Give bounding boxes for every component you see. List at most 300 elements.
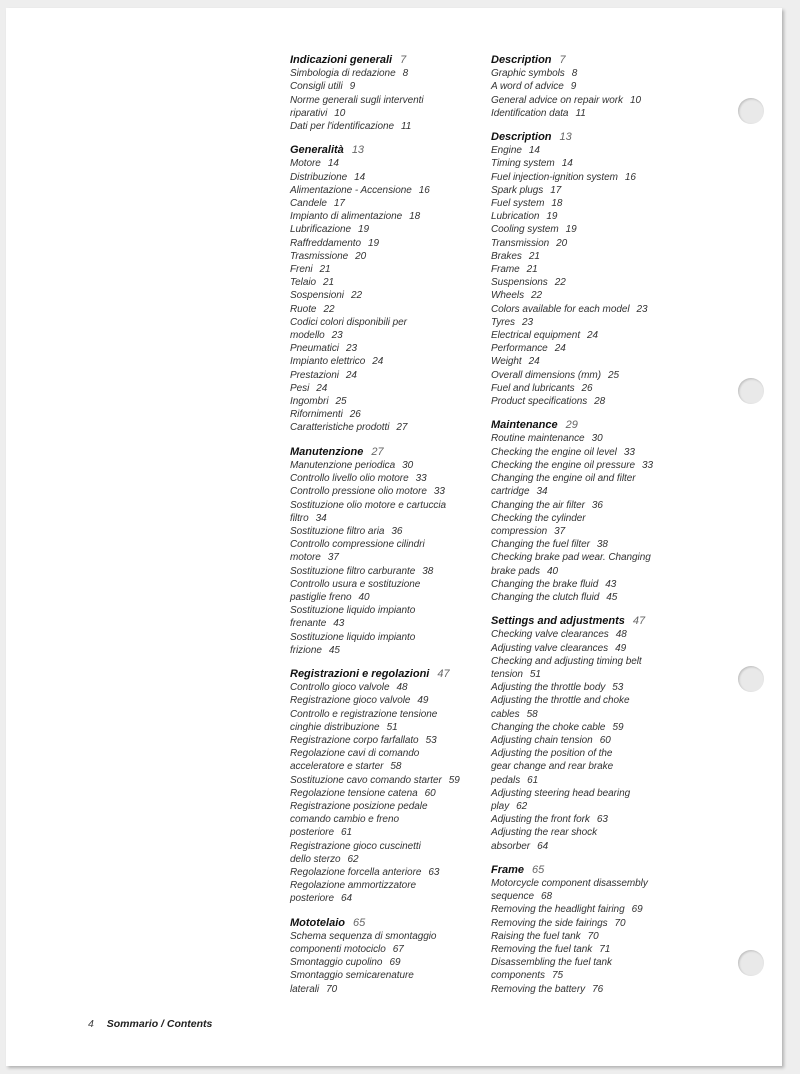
toc-entry-page-number: 28 bbox=[594, 396, 606, 408]
toc-entry-text: Adjusting steering head bearing bbox=[491, 787, 631, 799]
toc-entry-page-number: 71 bbox=[599, 944, 611, 955]
toc-entry-text: Regolazione tensione catena bbox=[290, 787, 418, 799]
toc-entry bbox=[491, 813, 701, 826]
toc-entry-text: brake pads bbox=[491, 565, 540, 577]
document-page bbox=[6, 8, 782, 1066]
toc-entry bbox=[491, 890, 701, 903]
toc-entry-text: Controllo gioco valvole bbox=[290, 682, 390, 694]
toc-entry bbox=[491, 917, 701, 930]
section-title bbox=[491, 864, 701, 877]
toc-entry-text: Weight bbox=[491, 356, 522, 368]
toc-entry bbox=[290, 708, 488, 721]
toc-entry bbox=[491, 642, 701, 655]
toc-entry bbox=[290, 892, 488, 905]
toc-entry bbox=[290, 512, 488, 525]
toc-entry bbox=[491, 760, 701, 773]
toc-entry-page-number: 14 bbox=[528, 145, 540, 157]
toc-entry-text: riparativi bbox=[290, 107, 328, 119]
toc-entry-text: pedals bbox=[491, 774, 521, 786]
toc-entry bbox=[290, 223, 488, 236]
toc-entry bbox=[290, 853, 488, 866]
toc-entry-page-number: 70 bbox=[587, 930, 599, 942]
toc-entry-text: Frame bbox=[491, 264, 520, 276]
toc-entry-page-number: 24 bbox=[554, 343, 566, 355]
toc-entry bbox=[290, 316, 488, 329]
toc-entry-text: Caratteristiche prodotti bbox=[290, 422, 390, 434]
toc-entry bbox=[491, 329, 701, 342]
toc-entry-page-number: 30 bbox=[402, 459, 414, 471]
toc-entry-text: Registrazione corpo farfallato bbox=[290, 734, 419, 746]
toc-entry-page-number: 26 bbox=[349, 409, 361, 421]
toc-entry bbox=[491, 289, 701, 302]
toc-entry-text: laterali bbox=[290, 983, 320, 995]
toc-entry-text: componenti motociclo bbox=[290, 944, 386, 955]
toc-entry-text: Engine bbox=[491, 145, 522, 157]
toc-entry bbox=[491, 369, 701, 382]
toc-entry-text: Overall dimensions (mm) bbox=[491, 369, 601, 381]
toc-entry bbox=[290, 578, 488, 591]
toc-entry bbox=[290, 734, 488, 747]
toc-entry-page-number: 63 bbox=[596, 814, 608, 826]
toc-entry bbox=[491, 512, 701, 525]
section-title-text: Description bbox=[491, 54, 552, 66]
toc-entry bbox=[491, 303, 701, 316]
toc-entry-page-number: 58 bbox=[526, 708, 538, 720]
toc-entry-text: Sospensioni bbox=[290, 290, 344, 302]
toc-entry-text: Removing the battery bbox=[491, 983, 586, 995]
toc-entry-page-number: 53 bbox=[425, 734, 437, 746]
toc-entry-page-number: 18 bbox=[409, 211, 421, 223]
toc-entry-text: Smontaggio cupolino bbox=[290, 957, 383, 969]
section-page-number: 13 bbox=[351, 144, 365, 157]
toc-entry-text: Alimentazione - Accensione bbox=[290, 184, 412, 196]
toc-entry-page-number: 48 bbox=[396, 682, 408, 694]
toc-entry bbox=[491, 382, 701, 395]
toc-entry-page-number: 33 bbox=[415, 473, 427, 485]
toc-entry-text: Lubrificazione bbox=[290, 224, 352, 236]
toc-entry-text: Brakes bbox=[491, 250, 522, 262]
binder-hole bbox=[738, 666, 764, 692]
toc-entry-text: Changing the clutch fluid bbox=[491, 591, 600, 603]
toc-entry bbox=[491, 840, 701, 853]
toc-entry-page-number: 11 bbox=[401, 121, 412, 133]
toc-entry bbox=[290, 67, 488, 80]
toc-entry-page-number: 60 bbox=[599, 734, 611, 746]
toc-entry-text: Graphic symbols bbox=[491, 68, 565, 80]
footer-title: Sommario / Contents bbox=[106, 1018, 213, 1030]
toc-entry-page-number: 61 bbox=[527, 774, 539, 786]
toc-entry bbox=[491, 903, 701, 916]
toc-entry-text: Cooling system bbox=[491, 224, 559, 236]
toc-entry-page-number: 19 bbox=[368, 237, 380, 249]
toc-entry bbox=[491, 525, 701, 538]
toc-entry bbox=[491, 655, 701, 668]
toc-entry-text: Rifornimenti bbox=[290, 409, 343, 421]
toc-entry bbox=[290, 120, 488, 133]
toc-entry bbox=[290, 355, 488, 368]
toc-entry-text: Adjusting the front fork bbox=[491, 814, 590, 826]
toc-entry bbox=[491, 67, 701, 80]
toc-entry bbox=[491, 943, 701, 956]
toc-entry bbox=[290, 342, 488, 355]
toc-entry bbox=[491, 969, 701, 982]
section-title bbox=[290, 917, 488, 930]
toc-entry-page-number: 14 bbox=[327, 158, 339, 170]
toc-entry-text: frizione bbox=[290, 644, 322, 656]
toc-entry bbox=[290, 421, 488, 434]
section-title bbox=[290, 446, 488, 459]
toc-entry-page-number: 68 bbox=[540, 891, 553, 903]
toc-entry-text: Norme generali sugli interventi bbox=[290, 94, 424, 106]
toc-entry-page-number: 24 bbox=[528, 356, 540, 368]
toc-entry bbox=[491, 551, 701, 564]
toc-entry-text: Fuel injection-ignition system bbox=[491, 171, 618, 183]
section-title bbox=[491, 54, 701, 67]
toc-entry bbox=[491, 355, 701, 368]
toc-entry-page-number: 21 bbox=[319, 264, 331, 276]
toc-entry-text: A word of advice bbox=[491, 81, 564, 93]
toc-entry-text: Impianto elettrico bbox=[290, 356, 366, 368]
toc-entry bbox=[290, 210, 488, 223]
toc-entry-text: Adjusting the rear shock bbox=[491, 827, 598, 839]
toc-entry-text: Removing the headlight fairing bbox=[491, 904, 625, 916]
toc-entry-text: Fuel system bbox=[491, 198, 545, 210]
toc-entry-page-number: 24 bbox=[316, 382, 328, 394]
toc-entry-page-number: 22 bbox=[350, 290, 362, 302]
toc-entry-page-number: 40 bbox=[546, 565, 559, 577]
toc-entry bbox=[491, 263, 701, 276]
toc-entry-text: Sostituzione liquido impianto bbox=[290, 631, 416, 643]
toc-entry bbox=[491, 459, 701, 472]
section-page-number: 29 bbox=[565, 419, 578, 432]
toc-entry bbox=[290, 237, 488, 250]
toc-entry-page-number: 67 bbox=[392, 944, 404, 955]
section-title-text: Generalità bbox=[290, 144, 344, 157]
toc-entry-text: Checking the engine oil level bbox=[491, 446, 617, 458]
toc-entry-page-number: 38 bbox=[422, 565, 434, 577]
toc-entry-text: Registrazione gioco cuscinetti bbox=[290, 840, 421, 852]
toc-entry bbox=[290, 197, 488, 210]
toc-entry-text: Regolazione forcella anteriore bbox=[290, 866, 422, 878]
toc-entry-page-number: 51 bbox=[386, 721, 398, 733]
toc-entry-text: Adjusting valve clearances bbox=[491, 642, 609, 654]
toc-entry bbox=[290, 538, 488, 551]
section-title-text: Settings and adjustments bbox=[491, 615, 625, 628]
toc-entry bbox=[290, 774, 488, 787]
toc-entry-text: Disassembling the fuel tank bbox=[491, 957, 612, 969]
toc-entry-text: Identification data bbox=[491, 107, 569, 119]
toc-entry-page-number: 60 bbox=[424, 787, 436, 799]
toc-entry bbox=[491, 747, 701, 760]
toc-entry bbox=[290, 760, 488, 773]
toc-entry bbox=[491, 446, 701, 459]
toc-entry bbox=[491, 80, 701, 93]
section-page-number: 47 bbox=[632, 615, 646, 628]
toc-entry-page-number: 9 bbox=[349, 81, 356, 93]
page-footer bbox=[88, 1018, 212, 1030]
toc-entry-text: Registrazione gioco valvole bbox=[290, 695, 411, 707]
toc-entry-page-number: 51 bbox=[529, 668, 541, 680]
toc-entry-text: sequence bbox=[491, 891, 534, 903]
section-page-number: 65 bbox=[353, 916, 366, 929]
toc-entry bbox=[290, 694, 488, 707]
toc-entry bbox=[290, 591, 488, 604]
toc-entry bbox=[290, 263, 488, 276]
toc-entry-page-number: 37 bbox=[554, 525, 566, 537]
toc-entry bbox=[290, 171, 488, 184]
toc-entry-page-number: 21 bbox=[528, 250, 540, 262]
toc-entry-text: gear change and rear brake bbox=[491, 761, 614, 773]
toc-entry bbox=[290, 303, 488, 316]
toc-entry bbox=[491, 144, 701, 157]
toc-entry-page-number: 62 bbox=[347, 853, 359, 865]
section-title bbox=[290, 668, 488, 681]
toc-entry-text: Timing system bbox=[491, 158, 555, 170]
toc-entry-text: Prestazioni bbox=[290, 369, 339, 381]
toc-entry-page-number: 43 bbox=[605, 578, 617, 590]
toc-entry bbox=[491, 681, 701, 694]
toc-entry bbox=[491, 668, 701, 681]
section-title-text: Description bbox=[491, 131, 552, 144]
toc-entry bbox=[290, 499, 488, 512]
toc-entry-page-number: 37 bbox=[327, 552, 339, 564]
toc-entry-text: Sostituzione filtro carburante bbox=[290, 565, 416, 577]
toc-section bbox=[290, 144, 488, 434]
toc-entry bbox=[290, 644, 488, 657]
section-title bbox=[491, 419, 701, 432]
toc-entry bbox=[491, 210, 701, 223]
toc-entry-page-number: 49 bbox=[417, 695, 429, 707]
toc-entry bbox=[290, 329, 488, 342]
toc-entry bbox=[290, 395, 488, 408]
toc-entry bbox=[290, 408, 488, 421]
toc-entry-page-number: 70 bbox=[614, 917, 626, 929]
toc-entry bbox=[491, 708, 701, 721]
toc-entry bbox=[491, 395, 701, 408]
section-title bbox=[290, 144, 488, 157]
toc-entry-page-number: 23 bbox=[522, 316, 534, 328]
toc-entry-page-number: 62 bbox=[516, 800, 528, 812]
toc-entry bbox=[491, 734, 701, 747]
toc-entry bbox=[491, 499, 701, 512]
toc-entry-text: Colors available for each model bbox=[491, 303, 630, 315]
toc-entry bbox=[290, 184, 488, 197]
toc-entry-text: Adjusting the throttle and choke bbox=[491, 695, 630, 707]
contents-column-italian bbox=[290, 54, 488, 1007]
toc-entry-text: Changing the brake fluid bbox=[491, 578, 599, 590]
toc-entry-text: Registrazione posizione pedale bbox=[290, 800, 428, 812]
toc-entry-page-number: 36 bbox=[591, 499, 603, 511]
toc-entry-text: Controllo livello olio motore bbox=[290, 473, 409, 485]
toc-entry bbox=[491, 774, 701, 787]
section-title-text: Manutenzione bbox=[290, 445, 364, 458]
toc-entry-text: Sostituzione cavo comando starter bbox=[290, 774, 442, 786]
toc-entry-text: Changing the engine oil and filter bbox=[491, 473, 636, 485]
toc-entry-text: posteriore bbox=[290, 827, 334, 839]
toc-entry-text: Trasmissione bbox=[290, 250, 349, 262]
toc-entry-page-number: 27 bbox=[396, 422, 408, 434]
toc-entry-page-number: 23 bbox=[636, 303, 648, 315]
toc-entry-page-number: 10 bbox=[629, 94, 641, 106]
toc-entry-text: Freni bbox=[290, 264, 313, 276]
toc-entry-text: compression bbox=[491, 525, 548, 537]
toc-entry bbox=[290, 943, 488, 956]
section-title bbox=[491, 615, 701, 628]
toc-entry bbox=[290, 681, 488, 694]
toc-entry bbox=[290, 485, 488, 498]
toc-entry bbox=[290, 617, 488, 630]
toc-entry-page-number: 22 bbox=[554, 277, 566, 289]
toc-entry bbox=[491, 591, 701, 604]
toc-entry-text: Checking brake pad wear. Changing bbox=[491, 552, 651, 564]
binder-hole bbox=[738, 950, 764, 976]
toc-entry bbox=[290, 604, 488, 617]
section-page-number: 47 bbox=[437, 667, 450, 680]
toc-entry-page-number: 64 bbox=[340, 893, 352, 905]
toc-entry-text: Transmission bbox=[491, 237, 550, 249]
toc-entry-text: Adjusting the throttle body bbox=[491, 682, 606, 694]
toc-entry bbox=[491, 578, 701, 591]
toc-entry-page-number: 21 bbox=[526, 264, 538, 276]
toc-entry-text: Pneumatici bbox=[290, 343, 339, 355]
toc-entry bbox=[491, 197, 701, 210]
toc-entry-text: Fuel and lubricants bbox=[491, 382, 575, 394]
toc-entry bbox=[491, 276, 701, 289]
toc-entry-text: Candele bbox=[290, 198, 327, 210]
section-page-number: 13 bbox=[559, 131, 572, 144]
toc-entry-text: Simbologia di redazione bbox=[290, 68, 396, 80]
toc-entry-page-number: 59 bbox=[448, 774, 460, 786]
toc-entry-text: dello sterzo bbox=[290, 853, 341, 865]
toc-entry-text: Changing the choke cable bbox=[491, 721, 606, 733]
toc-entry bbox=[290, 250, 488, 263]
toc-entry-page-number: 19 bbox=[358, 224, 370, 236]
toc-entry-text: Distribuzione bbox=[290, 171, 348, 183]
toc-entry-page-number: 34 bbox=[315, 512, 327, 524]
toc-entry-page-number: 30 bbox=[591, 433, 603, 445]
toc-entry bbox=[290, 983, 488, 996]
toc-section bbox=[491, 615, 701, 853]
toc-entry bbox=[290, 551, 488, 564]
toc-entry-page-number: 16 bbox=[624, 171, 636, 183]
toc-entry-text: Raising the fuel tank bbox=[491, 930, 581, 942]
toc-entry-text: Tyres bbox=[491, 316, 516, 328]
toc-entry-page-number: 26 bbox=[581, 382, 593, 394]
toc-entry-page-number: 17 bbox=[333, 198, 345, 210]
toc-entry-page-number: 34 bbox=[536, 486, 548, 498]
toc-entry-page-number: 69 bbox=[389, 957, 401, 969]
toc-entry bbox=[290, 813, 488, 826]
toc-entry bbox=[290, 840, 488, 853]
toc-entry-text: Smontaggio semicarenature bbox=[290, 970, 414, 982]
toc-entry bbox=[491, 694, 701, 707]
toc-entry-text: modello bbox=[290, 330, 325, 342]
toc-entry-page-number: 69 bbox=[631, 904, 643, 916]
toc-entry bbox=[491, 107, 701, 120]
toc-entry bbox=[290, 969, 488, 982]
toc-entry bbox=[491, 565, 701, 578]
toc-entry-page-number: 38 bbox=[596, 539, 608, 551]
toc-entry-text: Schema sequenza di smontaggio bbox=[290, 930, 437, 942]
toc-entry-page-number: 11 bbox=[575, 107, 586, 119]
toc-entry-page-number: 19 bbox=[546, 211, 558, 223]
toc-section bbox=[290, 54, 488, 133]
toc-entry-text: Sostituzione liquido impianto bbox=[290, 605, 416, 617]
toc-entry-text: Regolazione ammortizzatore bbox=[290, 880, 416, 892]
toc-entry-page-number: 53 bbox=[612, 682, 624, 694]
toc-entry bbox=[290, 525, 488, 538]
toc-entry-text: Motorcycle component disassembly bbox=[491, 877, 648, 889]
toc-entry-page-number: 19 bbox=[565, 224, 577, 236]
toc-entry-text: Manutenzione periodica bbox=[290, 459, 396, 471]
toc-entry-page-number: 45 bbox=[606, 591, 618, 603]
toc-entry-text: Checking valve clearances bbox=[491, 629, 609, 641]
toc-entry bbox=[491, 342, 701, 355]
toc-entry bbox=[290, 826, 488, 839]
toc-entry bbox=[491, 628, 701, 641]
toc-entry-text: Pesi bbox=[290, 382, 310, 394]
binder-hole bbox=[738, 378, 764, 404]
toc-entry bbox=[290, 956, 488, 969]
toc-entry bbox=[290, 276, 488, 289]
toc-entry bbox=[290, 472, 488, 485]
toc-entry-page-number: 9 bbox=[570, 81, 577, 93]
toc-entry-page-number: 59 bbox=[612, 721, 624, 733]
toc-entry bbox=[290, 747, 488, 760]
toc-entry bbox=[290, 107, 488, 120]
toc-entry bbox=[491, 432, 701, 445]
toc-entry-text: filtro bbox=[290, 512, 309, 524]
toc-entry-text: components bbox=[491, 970, 545, 982]
section-title-text: Mototelaio bbox=[290, 916, 345, 929]
toc-entry-page-number: 22 bbox=[531, 290, 543, 302]
toc-entry bbox=[491, 800, 701, 813]
toc-entry bbox=[491, 956, 701, 969]
toc-entry-text: Performance bbox=[491, 343, 548, 355]
toc-entry-text: Dati per l'identificazione bbox=[290, 121, 394, 133]
toc-entry-text: Lubrication bbox=[491, 211, 540, 223]
toc-entry-text: Routine maintenance bbox=[491, 433, 585, 445]
toc-entry bbox=[491, 826, 701, 839]
toc-entry-text: cables bbox=[491, 708, 520, 720]
toc-entry-text: Telaio bbox=[290, 277, 317, 289]
toc-section bbox=[491, 131, 701, 408]
toc-entry-text: comando cambio e freno bbox=[290, 814, 399, 826]
toc-entry-text: Codici colori disponibili per bbox=[290, 316, 407, 328]
toc-entry-page-number: 8 bbox=[571, 68, 578, 80]
toc-entry-page-number: 25 bbox=[607, 369, 620, 381]
toc-entry-text: Consigli utili bbox=[290, 81, 343, 93]
toc-entry bbox=[290, 369, 488, 382]
section-page-number: 65 bbox=[532, 863, 545, 876]
toc-entry bbox=[491, 94, 701, 107]
toc-entry-text: motore bbox=[290, 552, 321, 564]
toc-entry bbox=[290, 800, 488, 813]
toc-entry-text: cinghie distribuzione bbox=[290, 721, 380, 733]
toc-entry-page-number: 36 bbox=[391, 525, 403, 537]
toc-entry bbox=[491, 171, 701, 184]
toc-entry-page-number: 61 bbox=[340, 827, 352, 839]
toc-entry-page-number: 14 bbox=[561, 158, 573, 170]
toc-entry bbox=[290, 94, 488, 107]
toc-entry-text: Changing the fuel filter bbox=[491, 539, 590, 551]
toc-entry-text: Spark plugs bbox=[491, 184, 544, 196]
toc-entry-text: Checking the engine oil pressure bbox=[491, 459, 636, 471]
toc-entry-text: acceleratore e starter bbox=[290, 761, 384, 773]
section-title-text: Registrazioni e regolazioni bbox=[290, 667, 430, 680]
section-page-number: 7 bbox=[559, 54, 566, 66]
toc-entry bbox=[491, 316, 701, 329]
